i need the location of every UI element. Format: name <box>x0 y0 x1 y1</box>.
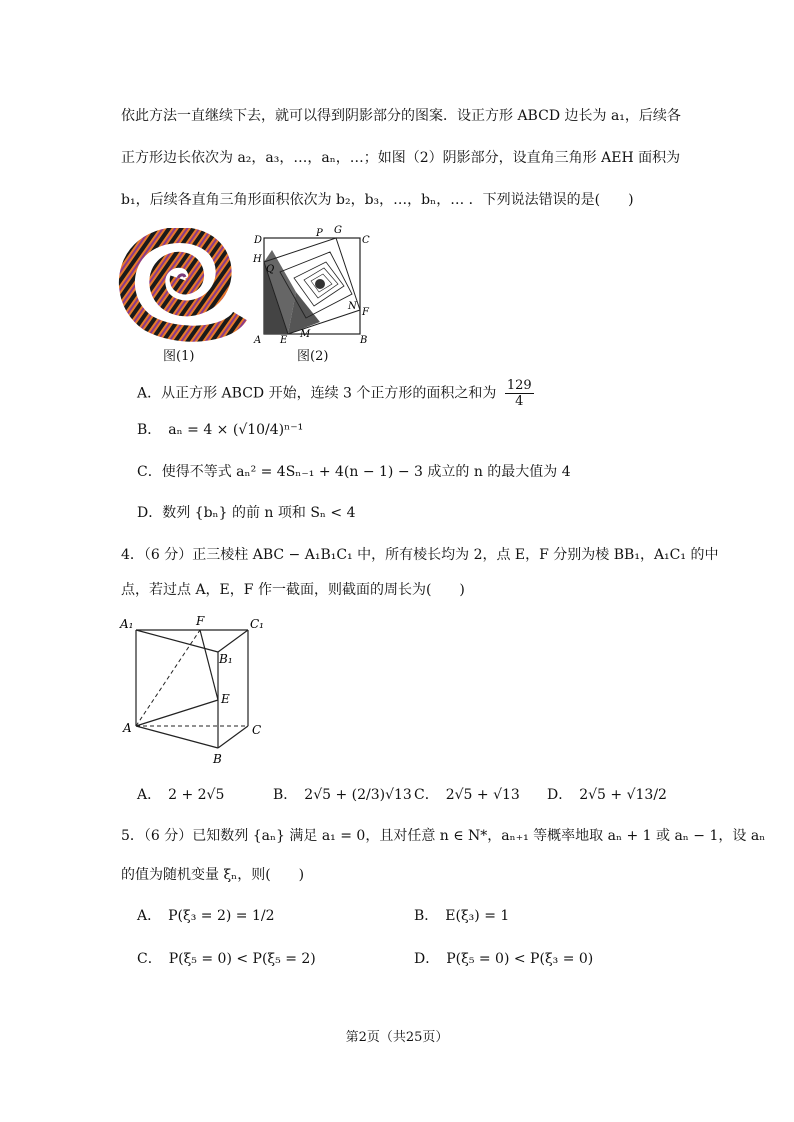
q5-line-2: 的值为随机变量 ξₙ，则( ) <box>121 867 305 883</box>
fig2-label-c: C <box>362 235 370 246</box>
fig2-label-m: M <box>300 329 311 340</box>
q3-option-d: D．数列 {bₙ} 的前 n 项和 Sₙ < 4 <box>137 505 356 521</box>
figure-2-caption: 图(2) <box>297 349 329 364</box>
q3-line-1: 依此方法一直继续下去，就可以得到阴影部分的图案．设正方形 ABCD 边长为 a₁，后续各 <box>121 108 681 124</box>
q5-option-b: B． E(ξ₃) = 1 <box>414 908 510 924</box>
prism-label-a1: A₁ <box>120 617 134 631</box>
prism-label-c: C <box>252 723 262 737</box>
prism-label-b: B <box>213 752 222 766</box>
prism-label-f: F <box>196 614 205 628</box>
fig2-label-p: P <box>316 228 323 239</box>
q4-line-2: 点，若过点 A，E，F 作一截面，则截面的周长为( ) <box>121 582 465 598</box>
fig2-label-n: N <box>348 301 357 312</box>
prism-label-e: E <box>221 692 230 706</box>
q4-option-d: D． 2√5 + √13/2 <box>547 787 667 803</box>
q4-option-c: C． 2√5 + √13 <box>414 787 520 803</box>
nested-squares-figure-2 <box>250 222 375 347</box>
fig2-label-f: F <box>362 307 369 318</box>
q5-option-c: C． P(ξ₅ = 0) < P(ξ₅ = 2) <box>137 951 316 967</box>
q3-option-b: B． aₙ = 4 × (√10/4)ⁿ⁻¹ <box>137 422 304 438</box>
figure-1-caption: 图(1) <box>163 349 195 364</box>
spiral-figure-1 <box>118 228 248 343</box>
fig2-label-a: A <box>254 335 262 346</box>
q3-option-c: C．使得不等式 aₙ² = 4Sₙ₋₁ + 4(n − 1) − 3 成立的 n 的最大值为 4 <box>137 464 571 480</box>
q5-line-1: 5．（6 分）已知数列 {aₙ} 满足 a₁ = 0，且对任意 n ∈ N*，aₙ₊₁ 等概率地取 aₙ + 1 或 aₙ − 1，设 aₙ <box>121 828 766 844</box>
q4-line-1: 4．（6 分）正三棱柱 ABC − A₁B₁C₁ 中，所有棱长均为 2，点 E，F 分别为棱 BB₁，A₁C₁ 的中 <box>121 547 719 563</box>
q3-line-2: 正方形边长依次为 a₂，a₃，…，aₙ，…；如图（2）阴影部分，设直角三角形 AEH 面积为 <box>121 150 681 166</box>
q5-option-a: A． P(ξ₃ = 2) = 1/2 <box>137 908 275 924</box>
fig2-label-d: D <box>254 235 263 246</box>
q3-line-3: b₁，后续各直角三角形面积依次为 b₂，b₃，…，bₙ，… ．下列说法错误的是( ) <box>121 192 634 208</box>
page-footer: 第2页（共25页） <box>345 1030 449 1045</box>
prism-label-a: A <box>123 721 132 735</box>
q4-option-a: A． 2 + 2√5 <box>137 787 225 803</box>
prism-figure <box>118 612 278 772</box>
q3-option-a-numerator: 129 <box>506 378 532 393</box>
q3-option-a-denominator: 4 <box>515 394 524 409</box>
q5-option-d: D． P(ξ₅ = 0) < P(ξ₃ = 0) <box>414 951 594 967</box>
fig2-label-h: H <box>253 254 262 265</box>
q4-option-b: B． 2√5 + (2/3)√13 <box>273 787 412 803</box>
fig2-label-q: Q <box>266 264 275 275</box>
prism-label-c1: C₁ <box>250 617 264 631</box>
fig2-label-b: B <box>360 335 368 346</box>
q3-option-a-fraction <box>505 378 534 409</box>
q3-option-a-text: A．从正方形 ABCD 开始，连续 3 个正方形的面积之和为 <box>137 385 497 402</box>
q3-option-a <box>137 378 534 409</box>
fig2-label-g: G <box>334 225 342 236</box>
prism-label-b1: B₁ <box>219 652 233 666</box>
fig2-label-e: E <box>280 335 288 346</box>
